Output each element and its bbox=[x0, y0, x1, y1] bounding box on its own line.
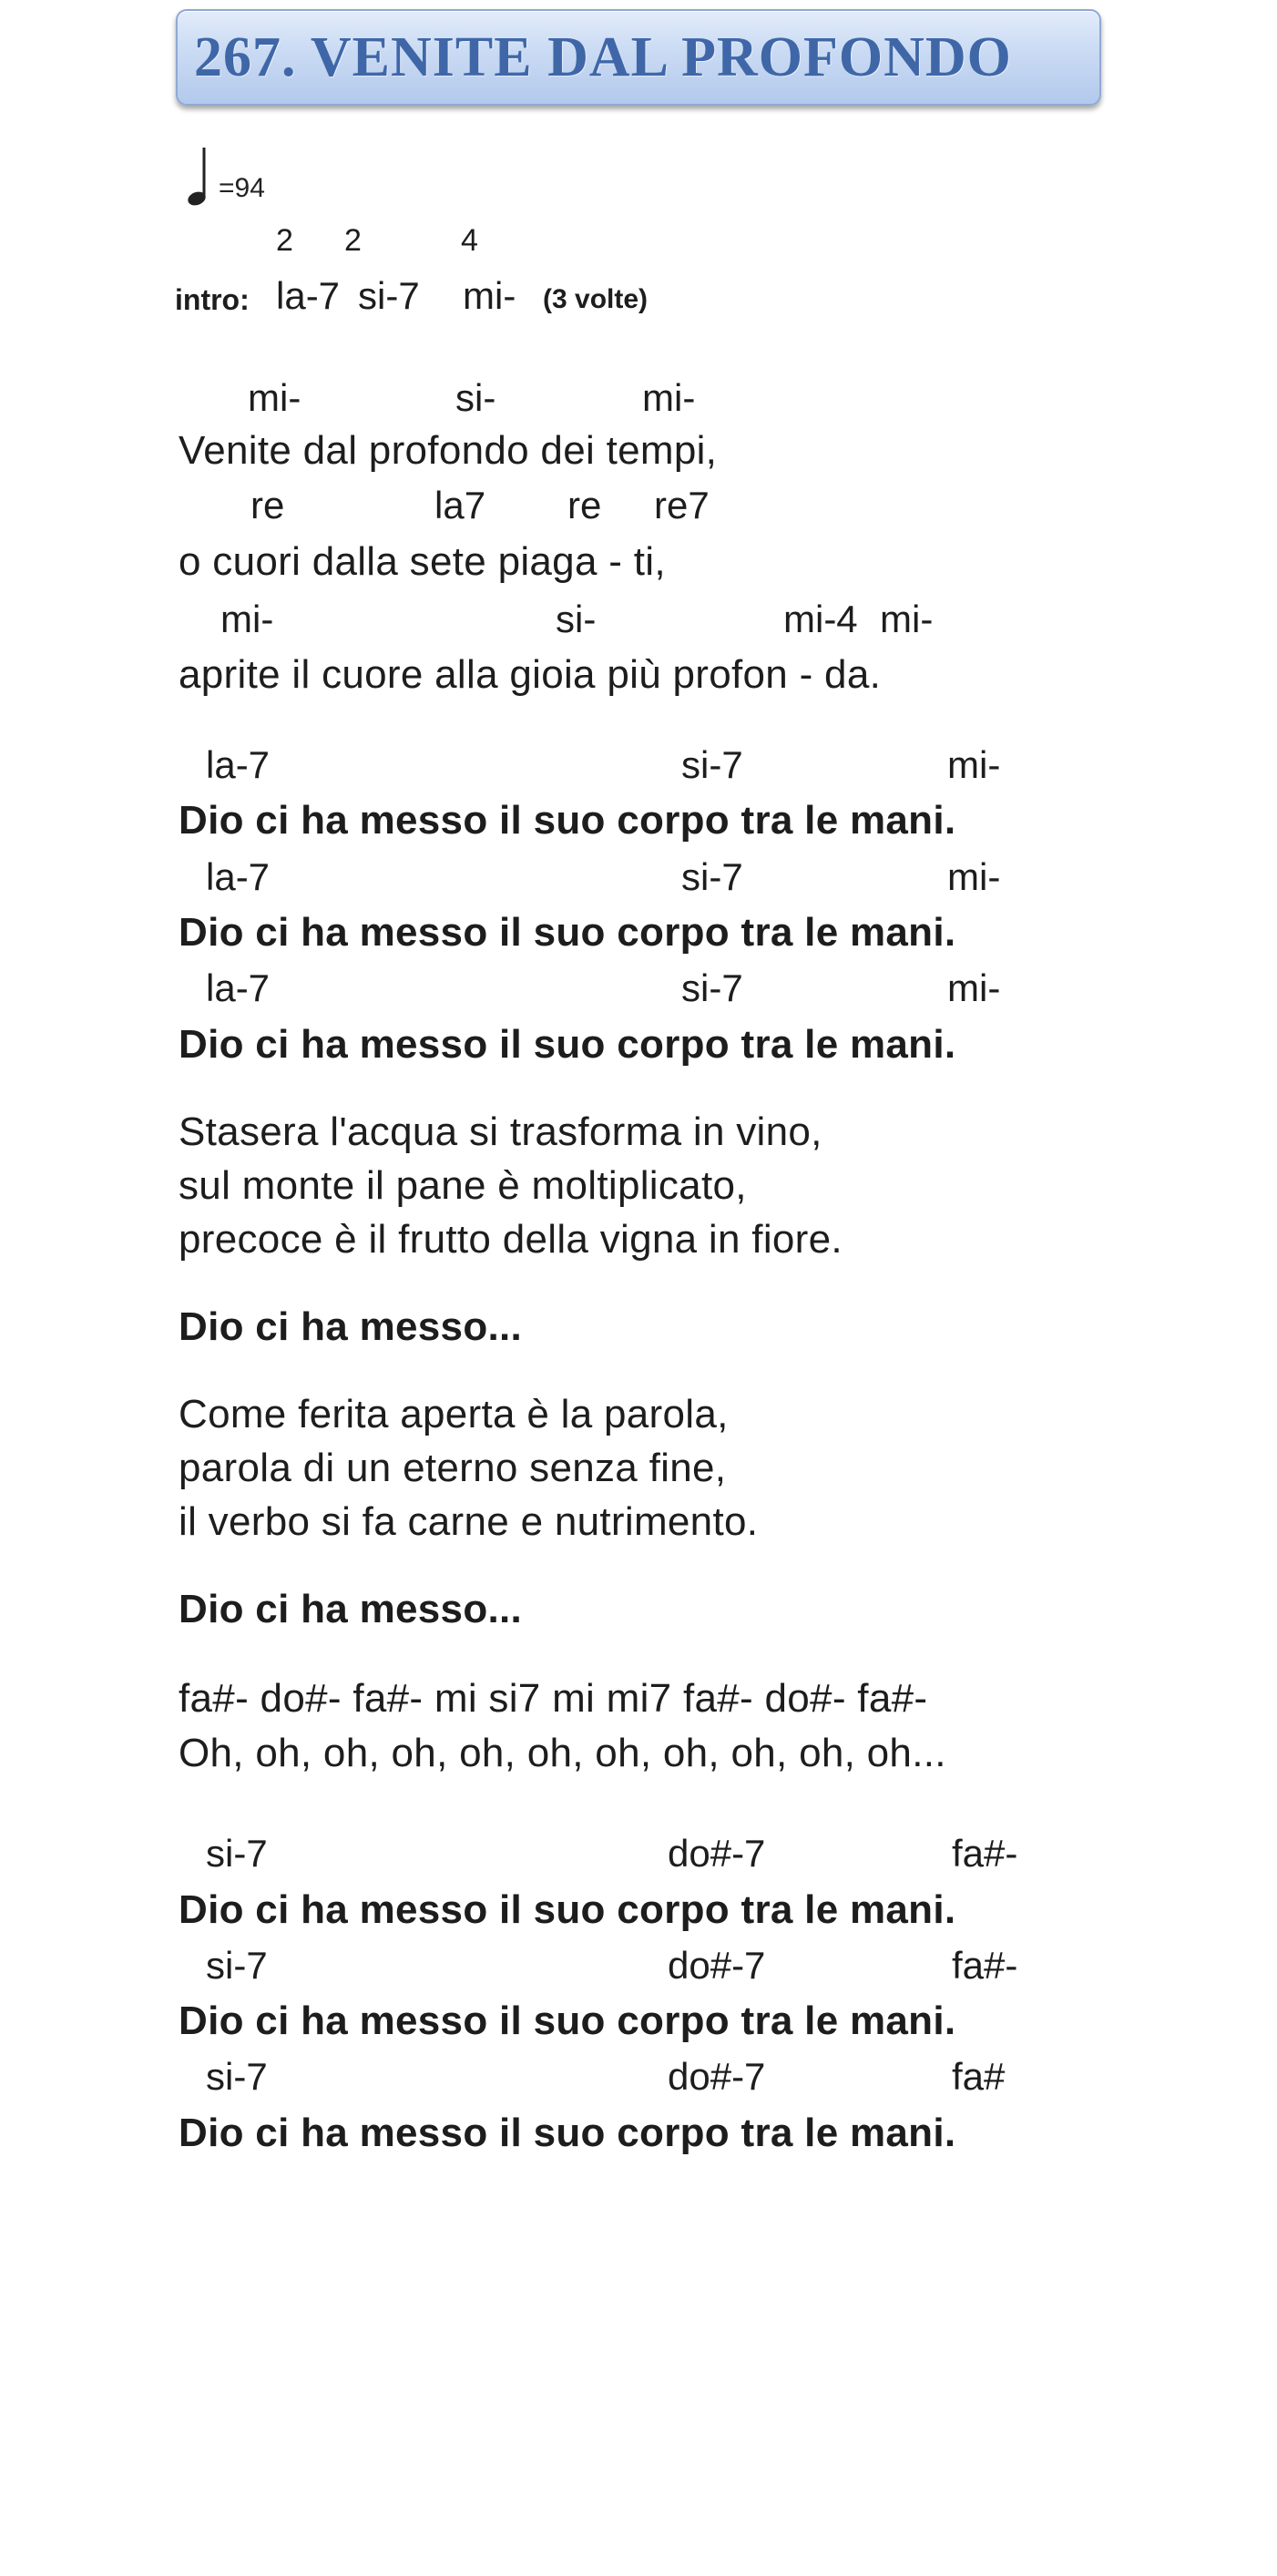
intro-label: intro: bbox=[175, 283, 250, 316]
chorus-line: Dio ci ha messo il suo corpo tra le mani. bbox=[179, 2111, 956, 2155]
intro-chord: si-7 bbox=[358, 274, 420, 317]
chord: re bbox=[250, 484, 285, 526]
chord: do#-7 bbox=[668, 1944, 766, 1987]
lyric-line: precoce è il frutto della vigna in fiore. bbox=[179, 1217, 843, 1262]
chord: si-7 bbox=[206, 2055, 268, 2098]
chord: mi- bbox=[947, 743, 1001, 786]
chorus-reference: Dio ci ha messo... bbox=[179, 1587, 523, 1631]
chorus-line: Dio ci ha messo il suo corpo tra le mani. bbox=[179, 1022, 956, 1067]
intro-beat: 2 bbox=[344, 223, 362, 258]
lyric-line: Come ferita aperta è la parola, bbox=[179, 1392, 729, 1436]
chord: la-7 bbox=[206, 966, 271, 1009]
intro-repeat: (3 volte) bbox=[543, 284, 649, 314]
chorus-reference: Dio ci ha messo... bbox=[179, 1304, 523, 1349]
chord: fa# bbox=[952, 2055, 1006, 2098]
chord: mi- bbox=[947, 966, 1001, 1009]
bridge-chords: fa#- do#- fa#- mi si7 mi mi7 fa#- do#- fa#- bbox=[179, 1676, 928, 1721]
chorus-line: Dio ci ha messo il suo corpo tra le mani. bbox=[179, 798, 956, 843]
tempo-value: =94 bbox=[219, 173, 265, 203]
quarter-note-icon bbox=[186, 146, 213, 208]
chord: do#-7 bbox=[668, 1832, 766, 1875]
lyric-line: parola di un eterno senza fine, bbox=[179, 1446, 727, 1490]
chord: la-7 bbox=[206, 855, 271, 898]
chord: si- bbox=[556, 598, 597, 640]
chord: mi- bbox=[947, 855, 1001, 898]
chord: fa#- bbox=[952, 1944, 1018, 1987]
lyric-line: aprite il cuore alla gioia più profon - da. bbox=[179, 652, 882, 697]
chord: mi- bbox=[248, 376, 301, 419]
chord: mi- bbox=[220, 598, 274, 640]
lyric-line: Venite dal profondo dei tempi, bbox=[179, 428, 718, 473]
lyric-line: Stasera l'acqua si trasforma in vino, bbox=[179, 1109, 822, 1154]
chord: si-7 bbox=[681, 855, 743, 898]
song-title: 267. VENITE DAL PROFONDO bbox=[194, 26, 1012, 88]
chord: mi- bbox=[642, 376, 696, 419]
chord: mi-4 bbox=[783, 598, 858, 640]
chord: la-7 bbox=[206, 743, 271, 786]
chord: fa#- bbox=[952, 1832, 1018, 1875]
chord: mi- bbox=[880, 598, 934, 640]
title-banner bbox=[176, 9, 1101, 106]
chord: re7 bbox=[654, 484, 710, 526]
intro-chord: la-7 bbox=[276, 274, 341, 317]
intro-beat: 4 bbox=[461, 223, 478, 258]
intro-chord: mi- bbox=[463, 274, 516, 317]
chorus-line: Dio ci ha messo il suo corpo tra le mani. bbox=[179, 1998, 956, 2043]
chord: si-7 bbox=[206, 1832, 268, 1875]
chorus-line: Dio ci ha messo il suo corpo tra le mani. bbox=[179, 1887, 956, 1932]
lyric-line: o cuori dalla sete piaga - ti, bbox=[179, 539, 666, 584]
bridge-line: Oh, oh, oh, oh, oh, oh, oh, oh, oh, oh, oh... bbox=[179, 1731, 946, 1775]
chord: si-7 bbox=[206, 1944, 268, 1987]
chord: si- bbox=[455, 376, 496, 419]
chord: si-7 bbox=[681, 743, 743, 786]
chord: do#-7 bbox=[668, 2055, 766, 2098]
chorus-line: Dio ci ha messo il suo corpo tra le mani. bbox=[179, 910, 956, 955]
tempo-marking bbox=[186, 144, 265, 208]
chord: si-7 bbox=[681, 966, 743, 1009]
lyric-line: il verbo si fa carne e nutrimento. bbox=[179, 1499, 759, 1544]
chord: re bbox=[567, 484, 602, 526]
intro-beat: 2 bbox=[276, 223, 293, 258]
chord: la7 bbox=[434, 484, 486, 526]
lyric-line: sul monte il pane è moltiplicato, bbox=[179, 1163, 747, 1208]
